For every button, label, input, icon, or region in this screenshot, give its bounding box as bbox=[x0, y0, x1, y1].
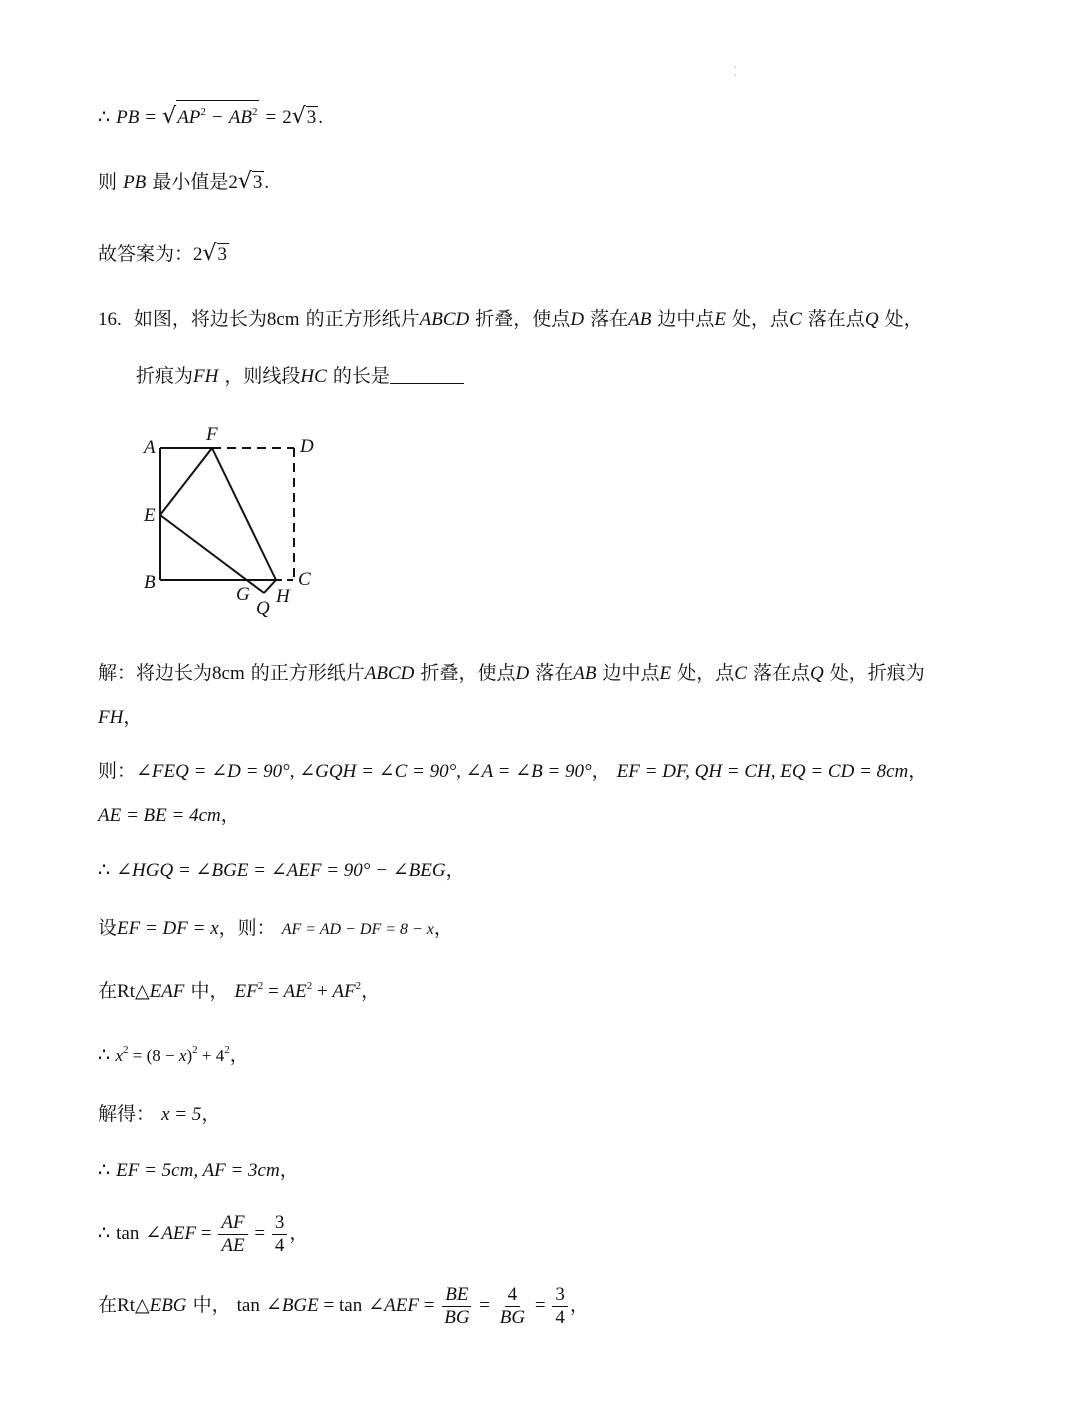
solution-line11 bbox=[98, 1210, 308, 1257]
exponent: 2 bbox=[257, 980, 264, 992]
edge-qh bbox=[264, 580, 276, 593]
exponent: 2 bbox=[355, 980, 362, 992]
text: 则： bbox=[98, 760, 137, 782]
equals: = bbox=[196, 1223, 217, 1244]
label-c: C bbox=[298, 569, 311, 590]
margin-dot-mark: · · bbox=[734, 63, 737, 80]
line-pb-sqrt bbox=[98, 100, 323, 132]
exponent: 2 bbox=[224, 1044, 230, 1056]
equation: = (8 − bbox=[128, 1046, 179, 1065]
problem-number: 16. bbox=[98, 309, 122, 330]
var: x bbox=[115, 1046, 124, 1065]
label-e: E bbox=[144, 505, 156, 526]
solution-line3 bbox=[98, 757, 927, 786]
text: Rt△ bbox=[117, 1295, 150, 1316]
var: Q bbox=[809, 663, 824, 684]
var: AB bbox=[628, 309, 652, 330]
plus: + bbox=[312, 981, 333, 1002]
therefore-symbol: ∴ bbox=[98, 1222, 111, 1244]
var: AE bbox=[283, 981, 307, 1002]
equation: EF = 5cm, AF = 3cm bbox=[116, 1160, 280, 1181]
text: 落在点 bbox=[752, 662, 810, 684]
coefficient: 2 bbox=[282, 107, 292, 128]
exponent: 2 bbox=[200, 106, 206, 118]
solution-line1 bbox=[98, 659, 925, 688]
sqrt-icon: √ bbox=[237, 169, 252, 194]
text: 如图，将边长为 bbox=[133, 308, 267, 330]
edge-ef bbox=[160, 448, 212, 515]
solution-line4 bbox=[98, 801, 240, 830]
minus: − bbox=[211, 107, 223, 128]
text: 落在 bbox=[590, 308, 629, 330]
fraction-4-bg bbox=[497, 1284, 528, 1329]
var: E bbox=[659, 663, 672, 684]
var: HC bbox=[300, 366, 327, 387]
var: E bbox=[714, 309, 726, 330]
text: 在 bbox=[98, 980, 118, 1002]
label-f: F bbox=[206, 424, 218, 445]
numerator: 4 bbox=[505, 1284, 521, 1307]
period: . bbox=[264, 172, 270, 193]
solution-line7 bbox=[98, 972, 380, 1006]
exponent: 2 bbox=[251, 106, 258, 118]
text: 边中点 bbox=[602, 662, 660, 684]
sqrt-icon: √ bbox=[162, 104, 177, 129]
fraction-af-ae bbox=[218, 1212, 247, 1257]
text: ， bbox=[361, 980, 381, 1002]
line-pb-min bbox=[98, 168, 269, 197]
label-g: G bbox=[236, 584, 250, 605]
text: ， bbox=[908, 760, 928, 782]
text: 中， bbox=[190, 980, 229, 1002]
text: 8cm bbox=[266, 309, 300, 330]
denominator: BG bbox=[444, 1306, 470, 1328]
equation: EF = DF = x bbox=[117, 918, 219, 939]
denominator: 4 bbox=[274, 1234, 285, 1256]
var: x bbox=[178, 1046, 187, 1065]
equation: EF = DF, QH = CH, EQ = CD = 8cm bbox=[616, 761, 909, 782]
text: 8cm bbox=[212, 663, 245, 684]
text: 的长是 bbox=[332, 365, 390, 387]
equation: AF = AD − DF = 8 − x bbox=[281, 921, 434, 938]
equals: = bbox=[265, 107, 277, 128]
period: . bbox=[318, 107, 324, 128]
text: 最小值是 bbox=[152, 171, 229, 193]
text: 设 bbox=[98, 917, 118, 939]
equals: = bbox=[419, 1295, 440, 1316]
answer-blank bbox=[390, 363, 464, 384]
text: 处，折痕为 bbox=[829, 662, 925, 684]
equals: = bbox=[249, 1223, 270, 1244]
equals-tan: = tan bbox=[318, 1295, 363, 1316]
var: EF bbox=[234, 981, 258, 1002]
text: 落在点 bbox=[807, 308, 865, 330]
text: ， bbox=[433, 917, 453, 939]
text: 折叠，使点 bbox=[475, 308, 571, 330]
text: 则 bbox=[98, 171, 118, 193]
denominator: 4 bbox=[555, 1306, 565, 1328]
text: ， bbox=[279, 1159, 299, 1181]
numerator: AF bbox=[218, 1212, 247, 1235]
numerator: BE bbox=[442, 1284, 471, 1307]
sqrt-icon: √ bbox=[202, 241, 217, 266]
text: 折叠，使点 bbox=[420, 662, 516, 684]
angle: ∠BGE bbox=[265, 1295, 319, 1316]
text: ， bbox=[591, 760, 611, 782]
radicand: 3 bbox=[252, 172, 263, 193]
text: 处，点 bbox=[732, 308, 790, 330]
text: ，则： bbox=[218, 917, 276, 939]
angle: ∠AEF bbox=[368, 1295, 419, 1316]
problem-16-line1 bbox=[98, 305, 923, 334]
text: 落在 bbox=[535, 662, 574, 684]
text: 解：将边长为 bbox=[98, 662, 213, 684]
text: 在 bbox=[98, 1294, 118, 1316]
var: D bbox=[515, 663, 530, 684]
fraction-be-bg bbox=[441, 1284, 472, 1329]
angle: ∠AEF bbox=[145, 1223, 197, 1244]
therefore-symbol: ∴ bbox=[98, 1044, 111, 1066]
text: 的正方形纸片 bbox=[250, 662, 365, 684]
solution-line9 bbox=[98, 1100, 220, 1129]
text: ， bbox=[569, 1294, 589, 1316]
exponent: 2 bbox=[123, 1044, 129, 1056]
equation: ∠FEQ = ∠D = 90°, ∠GQH = ∠C = 90°, ∠A = ∠B = 90° bbox=[136, 761, 592, 782]
coefficient: 2 bbox=[228, 172, 238, 193]
var: ABCD bbox=[364, 663, 415, 684]
label-d: D bbox=[300, 436, 314, 457]
text: 解得： bbox=[98, 1103, 156, 1125]
equals: = bbox=[263, 981, 284, 1002]
label-q: Q bbox=[256, 598, 270, 619]
therefore-symbol: ∴ bbox=[98, 859, 111, 881]
edge-eq bbox=[160, 515, 264, 593]
radicand: 3 bbox=[306, 107, 317, 128]
equals: = bbox=[530, 1295, 551, 1316]
var: AB bbox=[573, 663, 597, 684]
text: 边中点 bbox=[657, 308, 715, 330]
var: D bbox=[570, 309, 585, 330]
equals: = bbox=[474, 1295, 495, 1316]
text: ， bbox=[289, 1222, 309, 1244]
text: ， bbox=[445, 859, 465, 881]
paren: ) bbox=[186, 1046, 193, 1065]
text: ， bbox=[229, 1044, 249, 1066]
solution-line5 bbox=[98, 856, 465, 885]
var-ap: AP bbox=[177, 107, 201, 128]
coefficient: 2 bbox=[193, 244, 203, 265]
geometry-figure bbox=[130, 420, 330, 625]
label-h: H bbox=[276, 586, 290, 607]
fraction-3-4 bbox=[272, 1212, 288, 1257]
text: 的正方形纸片 bbox=[305, 308, 420, 330]
solution-line12 bbox=[98, 1282, 589, 1329]
text: 折痕为 bbox=[136, 365, 194, 387]
text: 中， bbox=[192, 1294, 231, 1316]
text: 处， bbox=[884, 308, 923, 330]
text: ， bbox=[220, 804, 240, 826]
plus: + 4 bbox=[197, 1046, 225, 1065]
var: FH bbox=[193, 366, 219, 387]
denominator: BG bbox=[499, 1306, 526, 1328]
label-b: B bbox=[144, 572, 156, 593]
text: Rt△ bbox=[117, 981, 150, 1002]
tan: tan bbox=[236, 1295, 260, 1316]
text: ， bbox=[123, 706, 143, 728]
var: C bbox=[789, 309, 802, 330]
var-pb: PB bbox=[123, 172, 147, 193]
therefore-symbol: ∴ bbox=[98, 106, 111, 128]
solution-line8 bbox=[98, 1036, 249, 1070]
equation: x = 5 bbox=[161, 1104, 202, 1125]
solution-line10 bbox=[98, 1156, 299, 1185]
var: ABCD bbox=[419, 309, 470, 330]
text: ， bbox=[201, 1103, 221, 1125]
radicand: 3 bbox=[217, 244, 228, 265]
var: FH bbox=[98, 707, 124, 728]
var-ab: AB bbox=[228, 107, 252, 128]
var-pb: PB bbox=[116, 107, 140, 128]
numerator: 3 bbox=[272, 1212, 288, 1235]
sqrt-icon: √ bbox=[291, 104, 306, 129]
therefore-symbol: ∴ bbox=[98, 1159, 111, 1181]
var: AF bbox=[332, 981, 356, 1002]
var: EBG bbox=[149, 1295, 187, 1316]
fraction-3-4 bbox=[552, 1284, 568, 1329]
exponent: 2 bbox=[306, 980, 313, 992]
equation: AE = BE = 4cm bbox=[98, 805, 221, 826]
solution-line2 bbox=[98, 703, 142, 732]
line-answer bbox=[98, 240, 229, 269]
var: Q bbox=[864, 309, 879, 330]
var: EAF bbox=[149, 981, 185, 1002]
text: 故答案为： bbox=[98, 243, 194, 265]
text: ，则线段 bbox=[224, 365, 301, 387]
problem-16-line2 bbox=[136, 362, 464, 391]
numerator: 3 bbox=[552, 1284, 568, 1307]
equals: = bbox=[145, 107, 157, 128]
tan: tan bbox=[116, 1223, 140, 1244]
equation: ∠HGQ = ∠BGE = ∠AEF = 90° − ∠BEG bbox=[116, 860, 446, 881]
var: C bbox=[734, 663, 747, 684]
radicand bbox=[176, 100, 259, 129]
text: 处，点 bbox=[677, 662, 735, 684]
label-a: A bbox=[144, 437, 156, 458]
denominator: AE bbox=[221, 1234, 245, 1256]
solution-line6 bbox=[98, 914, 453, 944]
exponent: 2 bbox=[192, 1044, 198, 1056]
